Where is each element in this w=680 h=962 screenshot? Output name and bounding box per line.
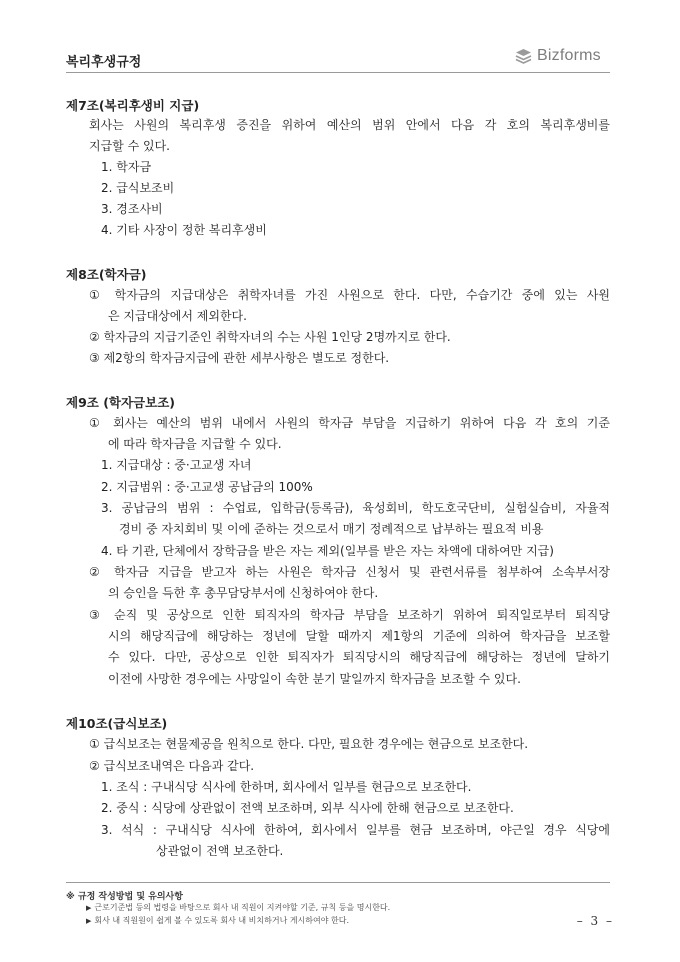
footer-note xyxy=(86,915,349,926)
list-item: 2. 급식보조비 xyxy=(101,181,175,195)
paragraph-line: ③ 순직 및 공상으로 인한 퇴직자의 학자금 부담을 보조하기 위하여 퇴직일로부터 퇴직당 xyxy=(89,608,610,622)
list-item: 1. 조식 : 구내식당 식사에 한하며, 회사에서 일부를 현금으로 보조한다. xyxy=(101,780,472,794)
article-8-heading: 제8조(학자금) xyxy=(66,267,147,282)
article-7-heading: 제7조(복리후생비 지급) xyxy=(66,98,200,113)
paragraph-line: ① 회사는 예산의 범위 내에서 사원의 학자금 부담을 지급하기 위하여 다음 각 호의 기준 xyxy=(89,416,610,430)
footer-title: ※ 규정 작성방법 및 유의사항 xyxy=(66,892,183,902)
page-number: – 3 – xyxy=(576,914,614,928)
list-item: 상관없이 전액 보조한다. xyxy=(156,844,284,858)
article-7-text: 회사는 사원의 복리후생 증진을 위하여 예산의 범위 안에서 다음 각 호의 복리후생비를 xyxy=(89,118,610,132)
paragraph-line: ② 학자금의 지급기준인 취학자녀의 수는 사원 1인당 2명까지로 한다. xyxy=(89,330,451,344)
article-9-heading: 제9조 (학자금보조) xyxy=(66,395,176,410)
list-item: 경비 중 자치회비 및 이에 준하는 것으로서 매기 정례적으로 납부하는 필요적 비용 xyxy=(119,522,544,536)
layers-icon xyxy=(515,48,532,65)
article-10-heading: 제10조(급식보조) xyxy=(66,716,168,731)
paragraph-line: 시의 해당직급에 해당하는 정년에 달할 때까지 제1항의 기준에 의하여 학자금을 보조할 xyxy=(108,629,610,643)
list-item: 4. 타 기관, 단체에서 장학금을 받은 자는 제외(일부를 받은 자는 차액에 대하여만 지급) xyxy=(101,544,554,558)
list-item: 1. 학자금 xyxy=(101,160,152,174)
paragraph-line: ① 학자금의 지급대상은 취학자녀를 가진 사원으로 한다. 다만, 수습기간 중에 있는 사원 xyxy=(89,288,610,302)
list-item: 3. 석식 : 구내식당 식사에 한하여, 회사에서 일부를 현금 보조하며, 야근일 경우 식당에 xyxy=(101,823,610,837)
footer-note-text: 근로기준법 등의 법령을 바탕으로 회사 내 직원이 지켜야할 기준, 규칙 등을 명시한다. xyxy=(94,903,391,912)
list-item: 3. 공납금의 범위 : 수업료, 입학금(등록금), 육성회비, 학도호국단비, 실험실습비, 자율적 xyxy=(101,501,610,515)
triangle-bullet-icon: ▶ xyxy=(86,917,92,925)
paragraph-line: 은 지급대상에서 제외한다. xyxy=(108,309,247,323)
article-7-text: 지급할 수 있다. xyxy=(89,139,170,153)
paragraph-line: ③ 제2항의 학자금지급에 관한 세부사항은 별도로 정한다. xyxy=(89,351,390,365)
paragraph-line: ② 학자금 지급을 받고자 하는 사원은 학자금 신청서 및 관련서류를 첨부하여 소속부서장 xyxy=(89,565,610,579)
footer-divider xyxy=(66,882,610,883)
paragraph-line: 이전에 사망한 경우에는 사망일이 속한 분기 말일까지 학자금을 보조할 수 있다. xyxy=(108,672,521,686)
brand-logo xyxy=(515,45,601,67)
footer-note xyxy=(86,902,390,913)
paragraph-line: 수 있다. 다만, 공상으로 인한 퇴직자가 퇴직당시의 해당직급에 해당하는 정년에 달하기 xyxy=(108,650,610,664)
paragraph-line: ② 급식보조내역은 다음과 같다. xyxy=(89,759,255,773)
list-item: 4. 기타 사장이 정한 복리후생비 xyxy=(101,223,267,237)
paragraph-line: ① 급식보조는 현물제공을 원칙으로 한다. 다만, 필요한 경우에는 현금으로 보조한다. xyxy=(89,737,529,751)
triangle-bullet-icon: ▶ xyxy=(86,904,92,912)
document-title: 복리후생규정 xyxy=(66,55,142,70)
list-item: 2. 지급범위 : 중·고교생 공납금의 100% xyxy=(101,480,313,494)
header-divider xyxy=(66,72,610,73)
footer-note-text: 회사 내 직원원이 쉽게 볼 수 있도록 회사 내 비치하거나 게시하여야 한다. xyxy=(94,916,350,925)
list-item: 2. 중식 : 식당에 상관없이 전액 보조하며, 외부 식사에 한해 현금으로 보조한다. xyxy=(101,801,514,815)
paragraph-line: 의 승인을 득한 후 총무담당부서에 신청하여야 한다. xyxy=(108,586,379,600)
brand-name: Bizforms xyxy=(537,47,601,64)
list-item: 3. 경조사비 xyxy=(101,202,163,216)
paragraph-line: 에 따라 학자금을 지급할 수 있다. xyxy=(108,437,282,451)
list-item: 1. 지급대상 : 중·고교생 자녀 xyxy=(101,458,252,472)
